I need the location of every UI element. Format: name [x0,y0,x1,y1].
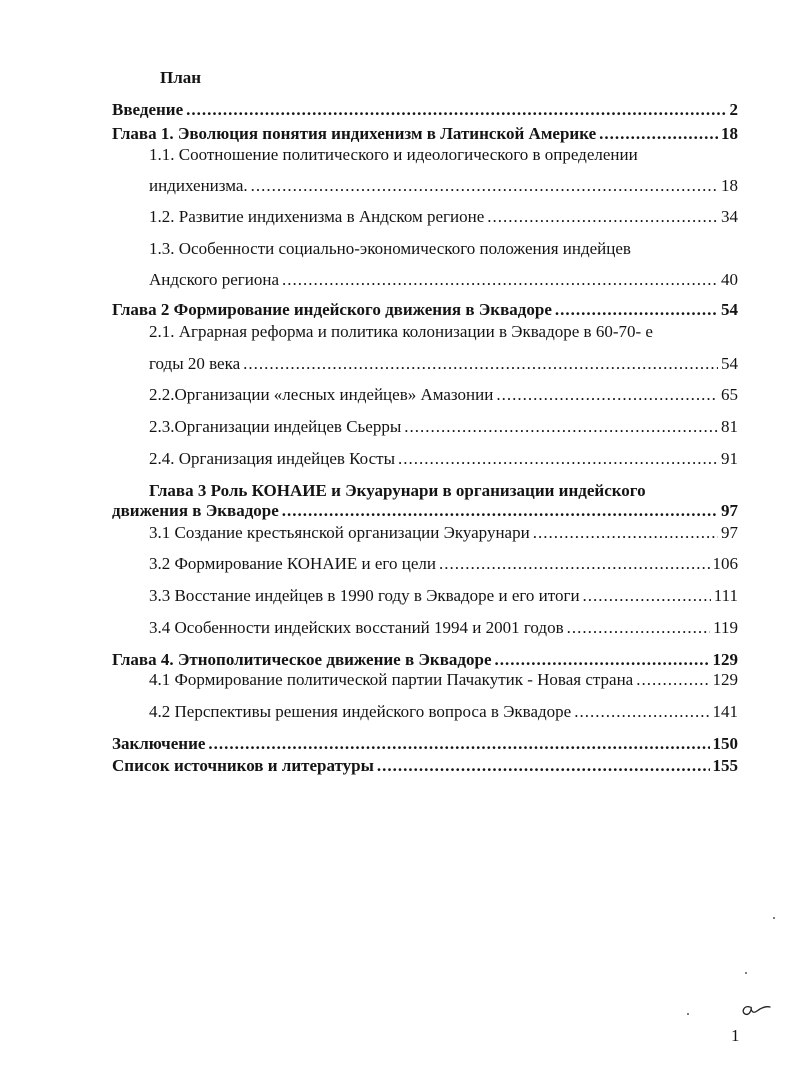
toc-page: 18 [721,176,738,195]
leader-dots [208,734,709,754]
toc-entry-chapter-2 [112,300,738,320]
toc-entry-chapter-1 [112,124,738,144]
toc-entry-2-2 [149,385,738,405]
toc-label: 4.2 Перспективы решения индейского вопроса в Эквадоре [149,702,572,721]
toc-entry-4-1 [149,670,738,690]
toc-entry-2-3 [149,417,738,437]
toc-entry-conclusion [112,734,738,754]
leader-dots [377,756,710,776]
toc-entry-3-3 [149,586,738,606]
toc-page: 150 [712,734,738,753]
toc-label: 3.3 Восстание индейцев в 1990 году в Эквадоре и его итоги [149,586,580,605]
toc-label: Глава 2 Формирование индейского движения в Эквадоре [112,300,552,319]
toc-page: 155 [712,756,738,775]
toc-page: 129 [712,650,738,669]
toc-entry-2-1 [149,354,738,374]
toc-page: 34 [721,207,738,226]
leader-dots [599,124,718,144]
toc-label: Список источников и литературы [112,756,374,775]
toc-label: Андского региона [149,270,280,289]
toc-page: 65 [721,385,738,404]
toc-label: годы 20 века [149,354,241,373]
leader-dots [282,501,718,521]
toc-label: 3.4 Особенности индейских восстаний 1994 и 2001 годов [149,618,564,637]
toc-entry-3-2 [149,554,738,574]
toc-label: Глава 1. Эволюция понятия индихенизм в Латинской Америке [112,124,597,143]
toc-entry-sources [112,756,738,776]
handwritten-a-icon [738,1000,772,1022]
toc-label: 1.2. Развитие индихенизма в Андском регионе [149,207,485,226]
leader-dots [439,554,710,574]
leader-dots [487,207,718,227]
toc-page: 54 [721,300,738,319]
leader-dots [533,523,718,543]
toc-label: Введение [112,100,184,119]
toc-entry-3-1 [149,523,738,543]
toc-entry-2-4 [149,449,738,469]
handwritten-mark [738,1000,772,1027]
leader-dots [186,100,726,120]
toc-page: 97 [721,523,738,542]
leader-dots [243,354,718,374]
toc-page: 106 [712,554,738,573]
toc-page: 40 [721,270,738,289]
toc-page: 54 [721,354,738,373]
toc-label: Глава 4. Этнополитическое движение в Эквадоре [112,650,492,669]
toc-page: 111 [713,586,738,605]
toc-label: 3.1 Создание крестьянской организации Экуарунари [149,523,530,542]
leader-dots [404,417,718,437]
leader-dots [555,300,718,320]
toc-page: 2 [729,100,738,119]
scan-speck [687,1013,689,1015]
toc-label: 2.2.Организации «лесных индейцев» Амазонии [149,385,494,404]
toc-entry-4-2 [149,702,738,722]
toc-page: 97 [721,501,738,520]
leader-dots [495,650,710,670]
toc-page: 81 [721,417,738,436]
toc-entry-intro [112,100,738,120]
toc-entry-3-4 [149,618,738,638]
toc-label: 2.3.Организации индейцев Сьерры [149,417,402,436]
toc-chapter-3-line1: Глава 3 Роль КОНАИЕ и Экуарунари в организации индейского [149,481,646,500]
leader-dots [574,702,709,722]
scan-speck [773,917,775,919]
toc-label: Заключение [112,734,206,753]
toc-entry-1-1 [149,176,738,196]
leader-dots [496,385,718,405]
page-number: 1 [731,1026,740,1045]
toc-page: 91 [721,449,738,468]
toc-label: 4.1 Формирование политической партии Пачакутик - Новая страна [149,670,634,689]
leader-dots [567,618,711,638]
toc-entry-1-2 [149,207,738,227]
page-title: План [160,68,202,87]
toc-entry-1-3 [149,270,738,290]
toc-page: 119 [713,618,738,637]
toc-page: 18 [721,124,738,143]
leader-dots [636,670,709,690]
toc-page: 129 [712,670,738,689]
toc-item-2-1-line1: 2.1. Аграрная реформа и политика колонизации в Эквадоре в 60-70- е [149,322,653,341]
toc-page: 141 [712,702,738,721]
toc-label: 3.2 Формирование КОНАИЕ и его цели [149,554,436,573]
toc-label: индихенизма. [149,176,248,195]
toc-item-1-1-line1: 1.1. Соотношение политического и идеологического в определении [149,145,638,164]
toc-label: 2.4. Организация индейцев Косты [149,449,395,468]
leader-dots [251,176,718,196]
toc-item-1-3-line1: 1.3. Особенности социально-экономического положения индейцев [149,239,631,258]
toc-label: движения в Эквадоре [112,501,279,520]
leader-dots [282,270,718,290]
scan-speck [745,972,747,974]
toc-entry-chapter-4 [112,650,738,670]
leader-dots [583,586,711,606]
leader-dots [398,449,718,469]
toc-entry-chapter-3 [112,501,738,521]
